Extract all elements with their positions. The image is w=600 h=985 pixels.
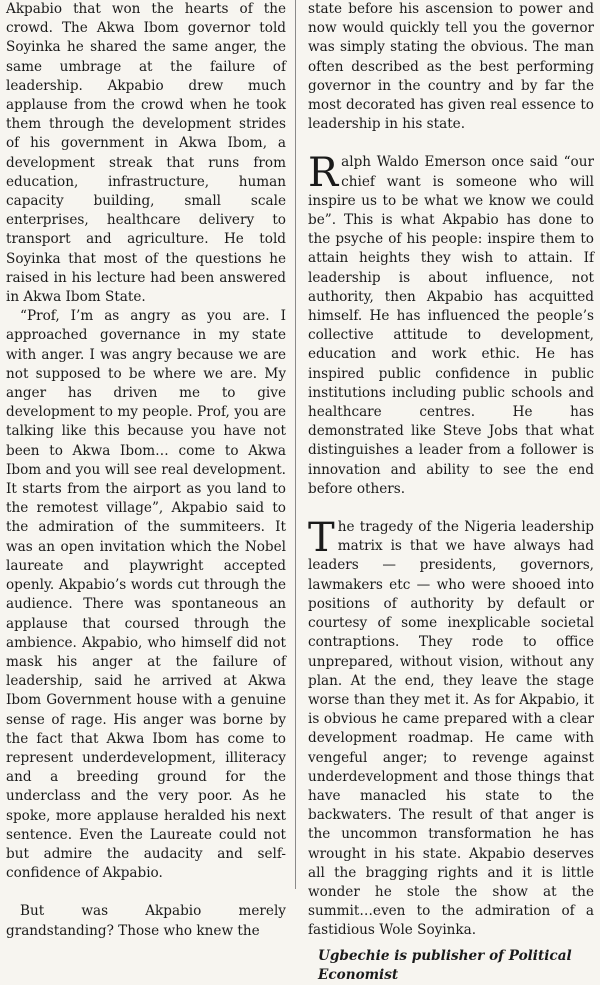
author-byline: Ugbechie is publisher of Political Economist (318, 947, 572, 983)
paragraph-right-3-text: he tragedy of the Nigeria leadership matrix is that we have always had leaders — presidents, governors, lawmakers etc — who were shooed into positions of authority by default or courtesy of some inexplicable societal contraptions. They rode to office unprepared, without vision, without any plan. At the end, they leave the stage worse than they met it. As for Akpabio, it is obvious he came prepared with a clear development roadmap. He came with vengeful anger; to revenge against underdevelopment and those things that have manacled his state to the backwaters. The result of that anger is the uncommon transformation he has wrought in his state. Akpabio deserves all the bragging rights and it is little wonder he stole the show at the summit…even to the admiration of a fastidious Wole Soyinka. (308, 519, 594, 939)
paragraph-gap (6, 883, 286, 902)
paragraph-right-2 (308, 150, 594, 499)
left-column (6, 0, 286, 941)
paragraph-gap (308, 134, 594, 153)
paragraph-right-1: state before his ascension to power and now would quickly tell you the governor was simply stating the obvious. The man often described as the best performing governor in the country and by far the most decorated has given real essence to leadership in his state. (308, 1, 594, 133)
paragraph-left-1: Akpabio that won the hearts of the crowd. The Akwa Ibom governor told Soyinka he shared the same anger, the same umbrage at the failure of leadership. Akpabio drew much applause from the crowd when he took them through the development strides of his government in Akwa Ibom, a development streak that runs from education, infrastructure, human capacity building, small scale enterprises, healthcare delivery to transport and agriculture. He told Soyinka that most of the questions he raised in his lecture had been answered in Akwa Ibom State. (6, 1, 286, 306)
paragraph-right-2-text: alph Waldo Emerson once said “our chief want is someone who will inspire us to be what we know we could be”. This is what Akpabio has done to the psyche of his people: inspire them to attain heights they wish to attain. If leadership is about influence, not authority, then Akpabio has acquitted himself. He has influenced the people’s collective attitude to development, education and work ethic. He has inspired public confidence in public institutions including public schools and healthcare centres. He has demonstrated like Steve Jobs that what distinguishes a leader from a follower is innovation and ability to see the end before others. (308, 154, 594, 497)
right-column (308, 0, 594, 985)
paragraph-left-3: But was Akpabio merely grandstanding? Those who knew the (6, 903, 286, 939)
paragraph-gap (308, 499, 594, 518)
paragraph-right-3 (308, 515, 594, 940)
drop-cap: R (308, 150, 339, 197)
column-divider (295, 0, 296, 889)
drop-cap: T (308, 515, 335, 562)
paragraph-left-2: “Prof, I’m as angry as you are. I approached governance in my state with anger. I was angry because we are not supposed to be where we are. My anger has driven me to give development to my people. Prof, you are talking like this because you have not been to Akwa Ibom… come to Akwa Ibom and you will see real development. It starts from the airport as you land to the remotest village”, Akpabio said to the admiration of the summiteers. It was an open invitation which the Nobel laureate and playwright accepted openly. Akpabio’s words cut through the audience. There was spontaneous an applause that coursed through the ambience. Akpabio, who himself did not mask his anger at the failure of leadership, said he arrived at Akwa Ibom Government house with a genuine sense of rage. His anger was borne by the fact that Akwa Ibom has come to represent underdevelopment, illiteracy and a breeding ground for the underclass and the very poor. As he spoke, more applause heralded his next sentence. Even the Laureate could not but admire the audacity and self-confidence of Akpabio. (6, 308, 286, 882)
